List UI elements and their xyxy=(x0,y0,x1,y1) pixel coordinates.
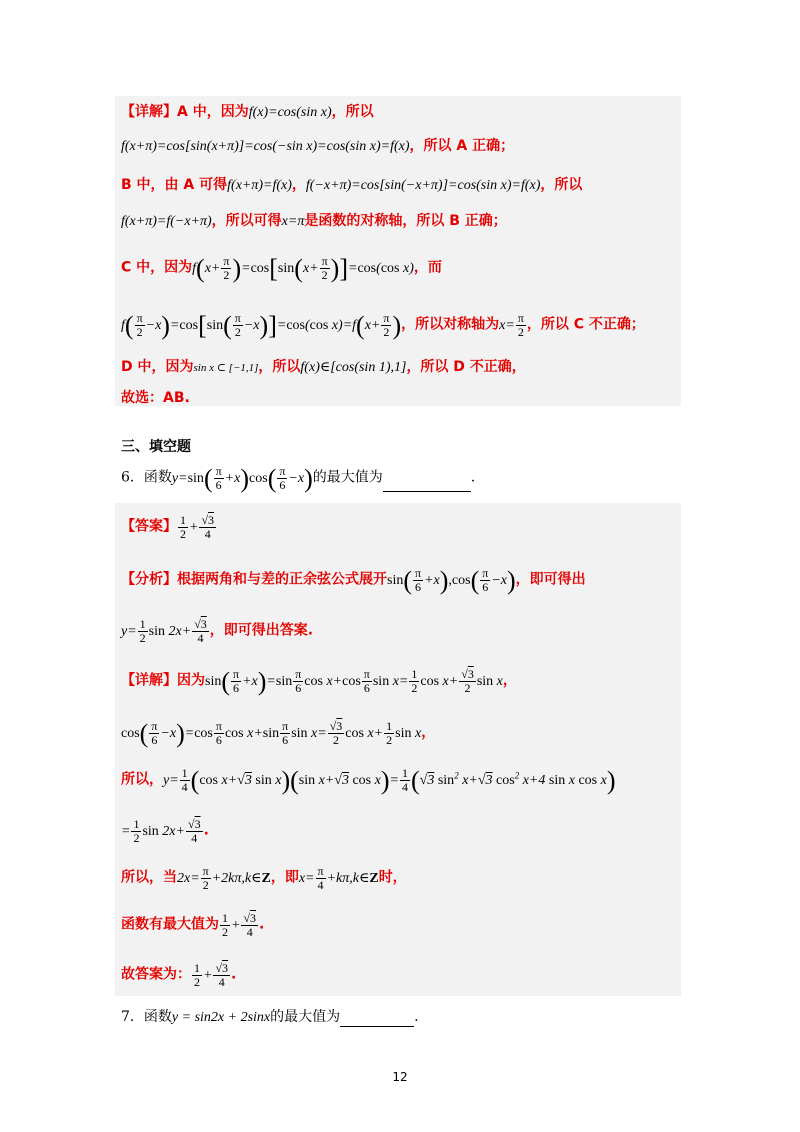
c-formula-2: f( $\frac{\pi}{2}$ −x)=cos[sin( $\frac{\pi}{2}$ −x)]=cos(cos x)=f(x+ $\frac{\pi}{2}$ ) xyxy=(121,310,402,340)
b1-line-4: f(x+π)=f(−x+π)，所以可得x=π是函数的对称轴，所以 B 正确； xyxy=(121,213,507,229)
answer-line: 【答案】 $\frac{1}{2}$ + $\frac{√3}{4}$ xyxy=(121,513,215,541)
analysis-line-2: y= $\frac{1}{2}$ sin 2x+ $\frac{√3}{4}$ ，即可得出答案. xyxy=(121,617,314,645)
answer-blank-7 xyxy=(340,1012,414,1027)
detail-line-4: = $\frac{1}{2}$ sin 2x+ $\frac{√3}{4}$ . xyxy=(121,817,209,845)
b1-line-2: f(x+π)=cos[sin(x+π)]=cos(−sin x)=cos(sin x)=f(x)，所以 A 正确； xyxy=(121,138,515,154)
analysis-line-1: 【分析】根据两角和与差的正余弦公式展开sin( $\frac{\pi}{6}$ +x),cos( $\frac{\pi}{6}$ −x)，即可得出 xyxy=(121,565,586,595)
b1-line-8: 故选：AB. xyxy=(121,390,190,406)
b1-line-7: D 中，因为sin x ⊂ [−1,1]，所以f(x)∈[cos(sin 1),1]，所以 D 不正确， xyxy=(121,359,526,375)
question-6: 6．函数y=sin( $\frac{\pi}{6}$ +x)cos( $\frac{\pi}{6}$ −x)的最大值为 . xyxy=(121,463,476,493)
page-number: 12 xyxy=(392,1070,408,1084)
detail-line-3: 所以，y= $\frac{1}{4}$ (cos x+√3 sin x)(sin x+√3 cos x)= $\frac{1}{4}$ (√3 $\sin^2 x+√3$ $\cos^2 x+4$ sin x cos x) xyxy=(121,765,616,795)
answer-blank-6 xyxy=(383,477,471,492)
detail-line-5: 所以，当2x= $\frac{\pi}{2}$ +2kπ,k∈Z，即x= $\frac{\pi}{4}$ +kπ,k∈Z时， xyxy=(121,864,407,892)
b1-line-1: 【详解】A 中，因为f(x)=cos(sin x)，所以 xyxy=(121,104,374,120)
b1-line-3: B 中，由 A 可得f(x+π)=f(x)，f(−x+π)=cos[sin(−x+π)]=cos(sin x)=f(x)，所以 xyxy=(121,177,583,193)
c-formula-1: f(x+ $\frac{\pi}{2}$ )=cos[sin(x+ $\frac{\pi}{2}$ )]=cos(cos x) xyxy=(192,253,414,283)
question-7: 7．函数y = sin2x + 2sinx的最大值为 . xyxy=(121,1009,419,1025)
detail-line-2: cos( $\frac{\pi}{6}$ −x)=cos $\frac{\pi}{6}$ cos x+sin $\frac{\pi}{6}$ sin x= $\frac{√3}{2}$ cos x+ $\frac{1}{2}$ sin x， xyxy=(121,718,436,748)
section-title: 三、填空题 xyxy=(121,439,191,455)
final-answer: 故答案为： $\frac{1}{2}$ + $\frac{√3}{4}$ . xyxy=(121,961,237,989)
q6-formula: y=sin( $\frac{\pi}{6}$ +x)cos( $\frac{\pi}{6}$ −x) xyxy=(171,463,313,493)
b1-line-5: C 中，因为f(x+ $\frac{\pi}{2}$ )=cos[sin(x+ $\frac{\pi}{2}$ )]=cos(cos x)，而 xyxy=(121,253,442,283)
detail-line-6: 函数有最大值为 $\frac{1}{2}$ + $\frac{√3}{4}$ . xyxy=(121,911,265,939)
b1-line-6: f( $\frac{\pi}{2}$ −x)=cos[sin( $\frac{\pi}{2}$ −x)]=cos(cos x)=f(x+ $\frac{\pi}{2}$ )，所以对称轴为x= $\frac{\pi}{2}$ ，所以 C 不正确； xyxy=(121,310,645,340)
detail-line-1: 【详解】因为sin( $\frac{\pi}{6}$ +x)=sin $\frac{\pi}{6}$ cos x+cos $\frac{\pi}{6}$ sin x= $\frac{1}{2}$ cos x+ $\frac{√3}{2}$ sin x， xyxy=(121,666,517,696)
